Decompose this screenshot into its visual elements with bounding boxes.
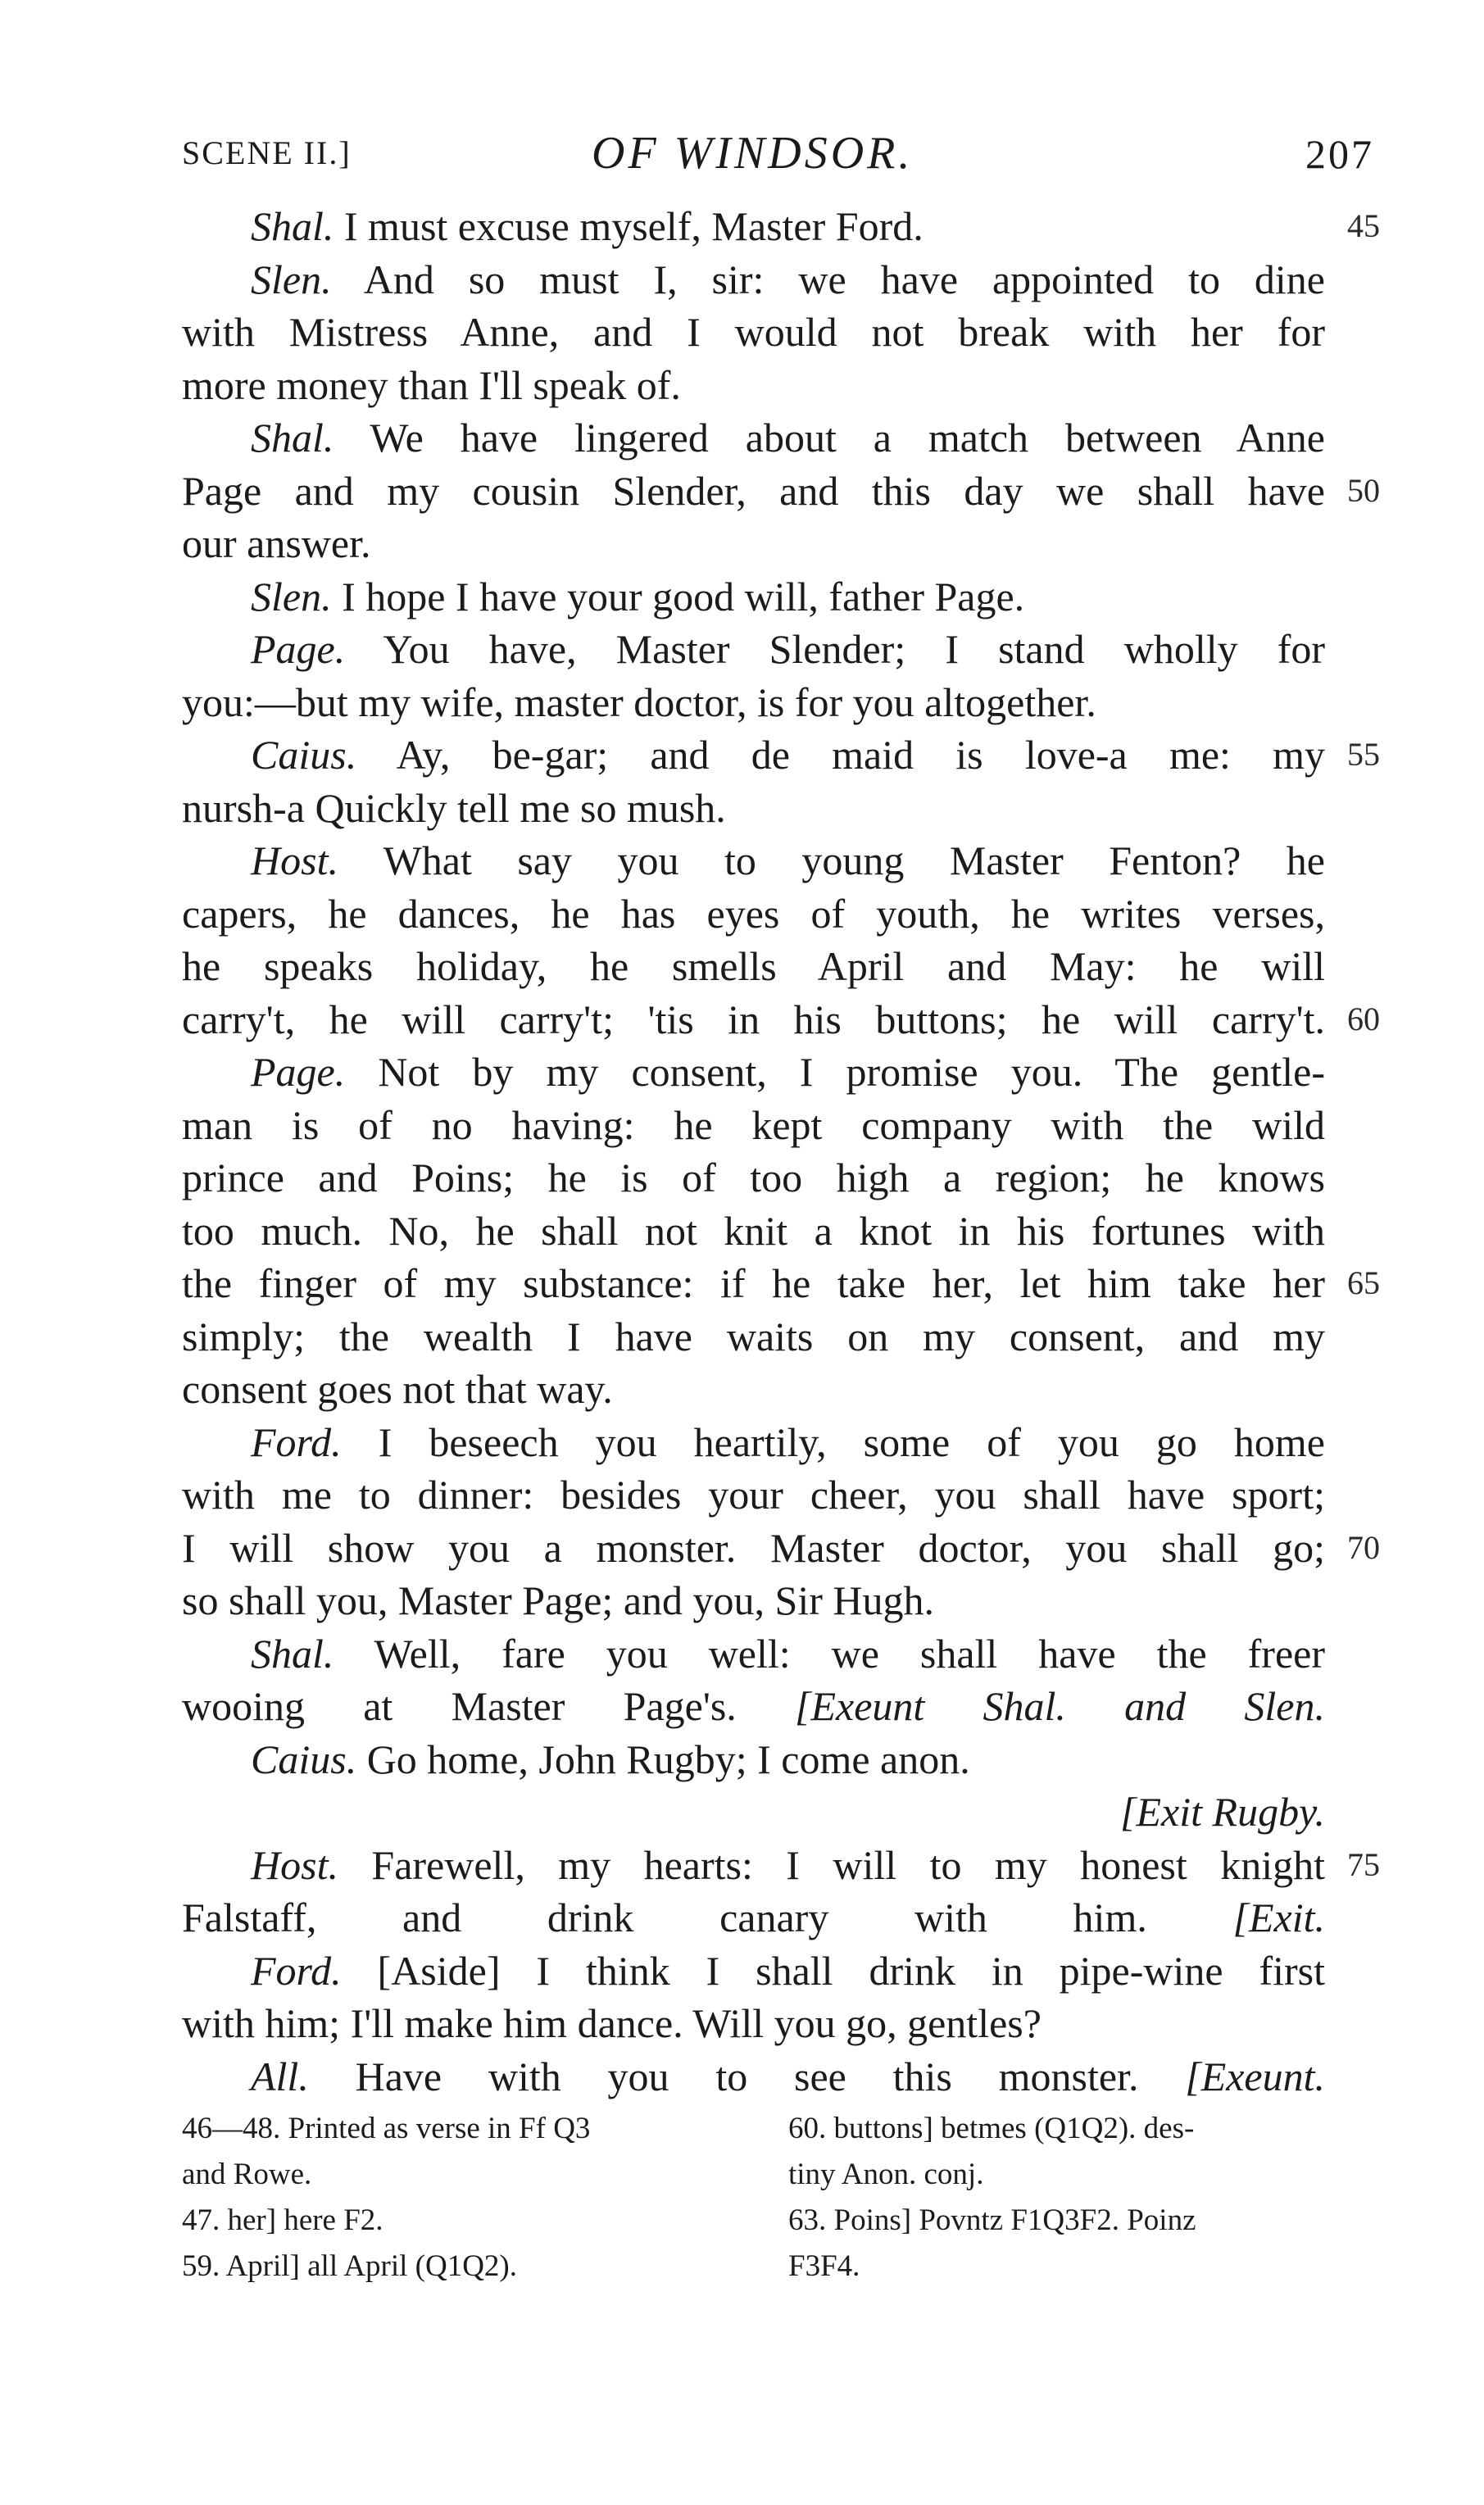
speech-line: [182, 253, 1325, 306]
line-text: Ay, be-gar; and de maid is love-a me: my: [396, 732, 1325, 778]
line-text: Not by my consent, I promise you. The gentle-: [378, 1049, 1326, 1095]
line-text: with him; I'll make him dance. Will you go, gentles?: [182, 2000, 1042, 2046]
speaker-name: Host.: [251, 1841, 338, 1888]
line-number: 70: [1347, 1528, 1380, 1566]
line-number: 65: [1347, 1264, 1380, 1301]
footnote-line: 59. April] all April (Q1Q2).: [182, 2249, 518, 2283]
line-text: [Aside] I think I shall drink in pipe-wine first: [377, 1947, 1326, 1994]
page-number: 207: [1305, 131, 1374, 177]
running-title: OF WINDSOR.: [592, 128, 914, 179]
speaker-name: Shal.: [251, 415, 334, 461]
line-text: I must excuse myself, Master Ford.: [343, 203, 924, 249]
footnote-line: 46—48. Printed as verse in Ff Q3: [182, 2112, 591, 2145]
line-text: Have with you to see this monster.: [355, 2053, 1139, 2099]
speaker-name: All.: [251, 2053, 309, 2099]
line-text: our answer.: [182, 520, 371, 566]
line-text: Go home, John Rugby; I come anon.: [366, 1736, 970, 1782]
speech-line: [182, 411, 1325, 465]
text-line: [182, 993, 1380, 1046]
line-text: he speaks holiday, he smells April and May: he will: [182, 943, 1325, 989]
stage-direction-line: [182, 1786, 1325, 1839]
line-text: And so must I, sir: we have appointed to dine: [363, 256, 1325, 302]
text-line: [182, 517, 1325, 570]
line-text: simply; the wealth I have waits on my consent, and my: [182, 1313, 1325, 1359]
line-text: the finger of my substance: if he take her, let him take her: [182, 1260, 1325, 1306]
text-line: [182, 887, 1325, 941]
scene-label: SCENE II.]: [182, 134, 352, 171]
text-line: [182, 1997, 1325, 2050]
line-text: Falstaff, and drink canary with him.: [182, 1895, 1147, 1940]
speaker-name: Host.: [251, 837, 338, 883]
text-line: [182, 1680, 1325, 1733]
text-line: [182, 1522, 1380, 1575]
text-line: [182, 1363, 1325, 1416]
speech-line: [182, 570, 1325, 624]
line-text: I will show you a monster. Master doctor, you shall go;: [182, 1524, 1325, 1571]
speaker-name: Slen.: [251, 256, 332, 302]
line-text: with Mistress Anne, and I would not break with her for: [182, 309, 1325, 355]
line-text: I hope I have your good will, father Page.: [342, 573, 1025, 619]
line-text: consent goes not that way.: [182, 1366, 613, 1412]
line-number: 55: [1347, 736, 1380, 773]
text-line: [182, 1151, 1325, 1205]
text-line: [182, 676, 1325, 729]
play-text: [182, 200, 1380, 2103]
text-line: [182, 1310, 1325, 1364]
speech-line: [182, 2050, 1325, 2103]
text-line: [182, 1574, 1325, 1627]
footnote-line: and Rowe.: [182, 2158, 312, 2191]
footnote-line: tiny Anon. conj.: [788, 2158, 984, 2191]
text-line: [182, 1468, 1325, 1522]
text-line: [182, 359, 1325, 412]
line-text: What say you to young Master Fenton? he: [383, 837, 1326, 883]
speaker-name: Caius.: [251, 1736, 357, 1782]
speech-line: [182, 1945, 1325, 1998]
footnote-line: 63. Poins] Povntz F1Q3F2. Poinz: [788, 2203, 1196, 2237]
speech-line: [182, 728, 1380, 782]
speech-line: [182, 1839, 1380, 1892]
speaker-name: Shal.: [251, 203, 334, 249]
text-line: [182, 1257, 1380, 1310]
speech-line: [182, 1046, 1325, 1099]
text-line: [182, 1205, 1325, 1258]
line-text: I beseech you heartily, some of you go home: [378, 1418, 1325, 1465]
speech-line: [182, 834, 1325, 887]
speaker-name: Page.: [251, 626, 346, 672]
line-text: more money than I'll speak of.: [182, 361, 681, 408]
line-number: 45: [1347, 207, 1380, 244]
line-text: Farewell, my hearts: I will to my honest knight: [371, 1841, 1326, 1888]
line-text: carry't, he will carry't; 'tis in his buttons; he will carry't.: [182, 996, 1325, 1042]
speaker-name: Ford.: [251, 1418, 342, 1465]
speech-line: [182, 1416, 1325, 1469]
line-text: man is of no having: he kept company with the wild: [182, 1101, 1325, 1148]
text-line: [182, 465, 1380, 518]
footnote-line: 60. buttons] betmes (Q1Q2). des-: [788, 2112, 1195, 2145]
line-text: You have, Master Slender; I stand wholly for: [383, 626, 1325, 672]
speech-line: [182, 1627, 1325, 1681]
speech-line: [182, 200, 1380, 253]
line-text: We have lingered about a match between Anne: [370, 415, 1325, 461]
line-text: prince and Poins; he is of too high a region; he knows: [182, 1155, 1325, 1200]
text-line: [182, 1099, 1325, 1152]
stage-direction: [Exeunt Shal. and Slen.: [795, 1683, 1325, 1729]
speaker-name: Shal.: [251, 1630, 334, 1677]
line-number: 75: [1347, 1845, 1380, 1883]
speech-line: [182, 1733, 1325, 1786]
stage-direction: [Exit.: [1232, 1895, 1326, 1940]
line-text: nursh-a Quickly tell me so mush.: [182, 784, 726, 831]
line-text: with me to dinner: besides your cheer, you shall have sport;: [182, 1472, 1325, 1518]
speaker-name: Caius.: [251, 732, 357, 778]
footnotes-left-column: [182, 2106, 747, 2289]
speaker-name: Ford.: [251, 1947, 342, 1994]
line-text: you:—but my wife, master doctor, is for you altogether.: [182, 678, 1096, 725]
line-number: 60: [1347, 1000, 1380, 1037]
speech-line: [182, 623, 1325, 676]
footnote-line: F3F4.: [788, 2249, 860, 2283]
speaker-name: Page.: [251, 1049, 346, 1095]
line-text: Page and my cousin Slender, and this day we shall have: [182, 467, 1325, 514]
running-head: [182, 127, 1374, 184]
line-number: 50: [1347, 471, 1380, 509]
footnote-line: 47. her] here F2.: [182, 2203, 383, 2237]
line-text: capers, he dances, he has eyes of youth, he writes verses,: [182, 890, 1325, 937]
footnotes-right-column: [788, 2106, 1374, 2289]
text-line: [182, 940, 1325, 993]
line-text: too much. No, he shall not knit a knot in his fortunes with: [182, 1207, 1325, 1254]
text-line: [182, 782, 1325, 835]
line-text: so shall you, Master Page; and you, Sir Hugh.: [182, 1577, 934, 1623]
stage-direction: [Exit Rugby.: [1120, 1789, 1325, 1835]
text-line: [182, 1891, 1325, 1945]
line-text: Well, fare you well: we shall have the freer: [374, 1630, 1325, 1677]
text-line: [182, 306, 1325, 359]
stage-direction: [Exeunt.: [1185, 2053, 1326, 2099]
line-text: wooing at Master Page's.: [182, 1683, 737, 1729]
speaker-name: Slen.: [251, 573, 332, 619]
